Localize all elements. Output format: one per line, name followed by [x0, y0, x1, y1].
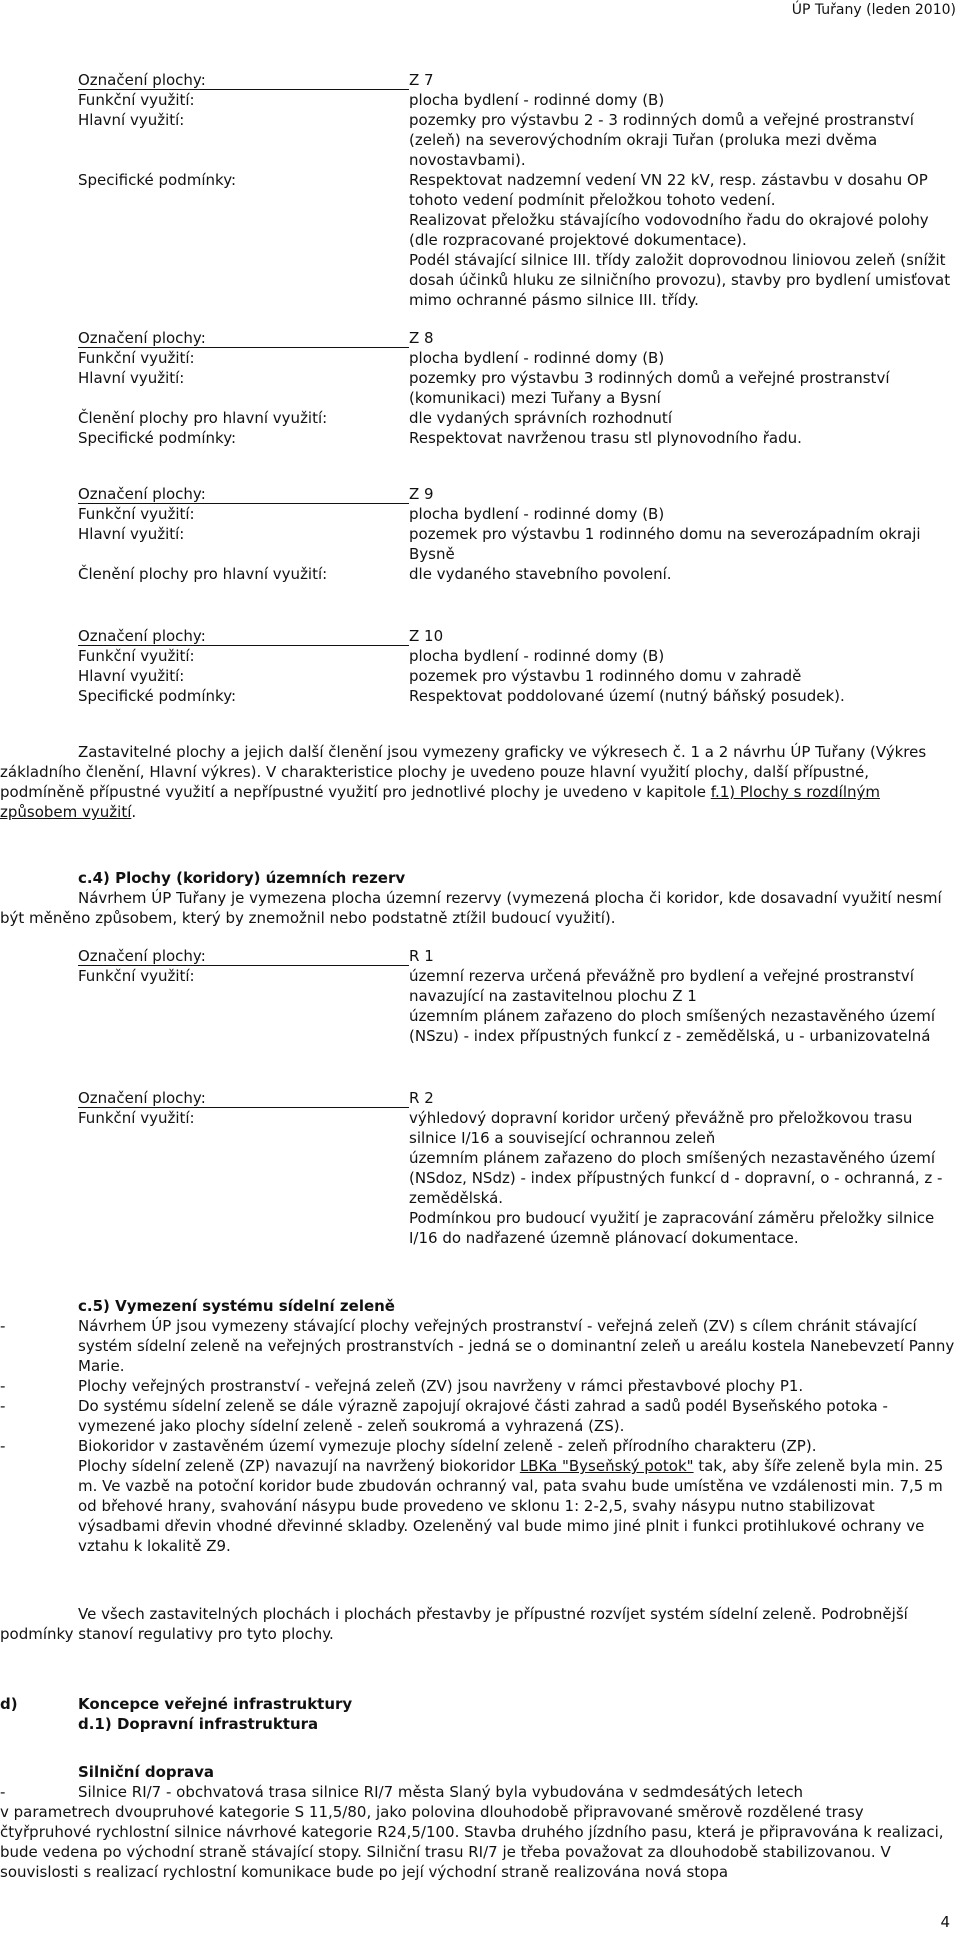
value: Z 9	[409, 485, 434, 503]
value: pozemek pro výstavbu 1 rodinného domu v zahradě	[409, 667, 802, 685]
label: Hlavní využití:	[78, 111, 185, 129]
label: Hlavní využití:	[78, 667, 185, 685]
subheading-text: Silniční doprava	[78, 1763, 215, 1781]
value: pozemky pro výstavbu 3 rodinných domů a veřejné prostranství (komunikaci) mezi Tuřany a Bysní	[409, 369, 890, 407]
value: R 1	[409, 947, 434, 965]
heading-text: Koncepce veřejné infrastruktury	[78, 1695, 353, 1713]
label: Specifické podmínky:	[78, 687, 237, 705]
label: Hlavní využití:	[78, 369, 185, 387]
section-heading-c5	[78, 1296, 956, 1316]
paragraph-text: Zastavitelné plochy a jejich další členění jsou vymezeny graficky ve výkresech č. 1 a 2 návrhu ÚP Tuřany (Výkres základního členění, Hlavní výkres). V charakteristice plochy je uvedeno pouze hlavní využití plochy, další přípustné, podmíněně přípustné využití a nepřípustné využití pro jednotlivé plochy je uvedeno v kapitole	[0, 743, 927, 801]
list-item	[0, 1436, 956, 1456]
bullet: -	[0, 1317, 6, 1335]
value: Z 10	[409, 627, 444, 645]
subheading-silnicni-doprava	[78, 1762, 956, 1782]
label: Funkční využití:	[78, 647, 195, 665]
running-header: ÚP Tuřany (leden 2010)	[791, 2, 956, 18]
plocha-z8	[78, 328, 956, 448]
zp-paragraph	[0, 1456, 956, 1556]
item-text: Biokoridor v zastavěném území vymezuje plochy sídelní zeleně - zeleň přírodního charakteru (ZP).	[78, 1437, 817, 1455]
subheading: d.1) Dopravní infrastruktura	[78, 1715, 319, 1733]
heading-text: c.5) Vymezení systému sídelní zeleně	[78, 1297, 395, 1315]
plocha-z10	[78, 626, 956, 706]
value: pozemek pro výstavbu 1 rodinného domu na severozápadním okraji Bysně	[409, 525, 921, 563]
label: Funkční využití:	[78, 91, 195, 109]
value-line: Podmínkou pro budoucí využití je zapracování záměru přeložky silnice I/16 do nadřazené územně plánovací dokumentace.	[409, 1209, 935, 1247]
plocha-z7	[78, 70, 956, 310]
continuation: v parametrech dvoupruhové kategorie S 11,5/80, jako polovina dlouhodobě připravované směrově rozdělené trasy čtyřpruhové rychlostní silnice návrhové kategorie R24,5/100. Stavba druhého jízdního pasu, která je připravována k realizaci, bude vedena po východní straně stávající stopy. Silniční trasu RI/7 je třeba považovat za dlouhodobě stabilizovanou. V souvislosti s realizací rychlostní komunikace bude po její východní straně realizována nová stopa	[0, 1803, 944, 1881]
value: pozemky pro výstavbu 2 - 3 rodinných domů a veřejné prostranství (zeleň) na severovýchodním okraji Tuřan (proluka mezi dvěma novostavbami).	[409, 111, 914, 169]
paragraph-zastavitelne-plochy	[0, 742, 956, 822]
value: plocha bydlení - rodinné domy (B)	[409, 349, 665, 367]
paragraph-c5-closing: Ve všech zastavitelných plochách i plochách přestavby je přípustné rozvíjet systém sídelní zeleně. Podrobnější podmínky stanoví regulativy pro tyto plochy.	[0, 1605, 908, 1643]
value: dle vydaných správních rozhodnutí	[409, 409, 672, 427]
label: Označení plochy:	[78, 329, 206, 347]
period: .	[131, 803, 137, 821]
label: Členění plochy pro hlavní využití:	[78, 565, 328, 583]
list-item	[0, 1376, 956, 1396]
label: Označení plochy:	[78, 627, 206, 645]
value: Realizovat přeložku stávajícího vodovodního řadu do okrajové polohy (dle rozpracované projektové dokumentace).	[409, 211, 929, 249]
value: Respektovat navrženou trasu stl plynovodního řadu.	[409, 429, 802, 447]
value: plocha bydlení - rodinné domy (B)	[409, 91, 665, 109]
reserve-r1	[78, 946, 956, 1046]
bullet: -	[0, 1397, 6, 1415]
label: Funkční využití:	[78, 349, 195, 367]
text: tak, aby šíře zeleně byla min. 25 m. Ve vazbě na potoční koridor bude zbudován ochranný val, pata svahu bude umístěna ve vzdálenosti min. 7,5 m od břehové hrany, svahování násypu bude provedeno ve sklonu 1: 2-2,5, svahy násypu nutno stabilizovat výsadbami dřevin vhodné dřevinné skladby. Ozeleněný val bude mimo jiné plnit i funkci protihlukové ochrany ve vztahu k lokalitě Z9.	[78, 1457, 944, 1555]
first-line: Silnice RI/7 - obchvatová trasa silnice RI/7 města Slaný byla vybudována v sedmdesátých letech	[78, 1783, 804, 1801]
value: Z 8	[409, 329, 434, 347]
section-heading-c4	[78, 868, 956, 888]
label: Označení plochy:	[78, 485, 206, 503]
biokoridor-link[interactable]: LBKa "Byseňský potok"	[519, 1457, 694, 1475]
item-text: Plochy veřejných prostranství - veřejná zeleň (ZV) jsou navrženy v rámci přestavbové plochy P1.	[78, 1377, 804, 1395]
section-letter: d)	[0, 1695, 18, 1713]
list-c5	[0, 1316, 956, 1556]
item-text: Návrhem ÚP jsou vymezeny stávající plochy veřejných prostranství - veřejná zeleň (ZV) s cílem chránit stávající systém sídelní zeleně na veřejných prostranstvích - jedná se o dominantní zeleň u areálu kostela Nanebevzetí Panny Marie.	[78, 1317, 955, 1375]
label: Označení plochy:	[78, 71, 206, 89]
list-item	[0, 1316, 956, 1376]
value-line: výhledový dopravní koridor určený převážně pro přeložkovou trasu silnice I/16 a související ochrannou zeleň	[409, 1109, 913, 1147]
section-heading-d	[0, 1694, 956, 1734]
plocha-z9	[78, 484, 956, 584]
value: Z 7	[409, 71, 434, 89]
value: R 2	[409, 1089, 434, 1107]
paragraph-silnice	[0, 1782, 956, 1882]
value: Respektovat nadzemní vedení VN 22 kV, resp. zástavbu v dosahu OP tohoto vedení podmínit přeložkou tohoto vedení.	[409, 171, 928, 209]
value-line: územní rezerva určená převážně pro bydlení a veřejné prostranství navazující na zastavitelnou plochu Z 1	[409, 967, 914, 1005]
label: Funkční využití:	[78, 967, 195, 985]
label: Označení plochy:	[78, 1089, 206, 1107]
bullet: -	[0, 1377, 6, 1395]
bullet: -	[0, 1437, 6, 1455]
label: Funkční využití:	[78, 1109, 195, 1127]
value: Podél stávající silnice III. třídy založit doprovodnou liniovou zeleň (snížit dosah účinků hluku ze silničního provozu), stavby pro bydlení umisťovat mimo ochranné pásmo silnice III. třídy.	[409, 251, 951, 309]
value-line: územním plánem zařazeno do ploch smíšených nezastavěného území (NSdoz, NSdz) - index přípustných funkcí d - dopravní, o - ochranná, z - zemědělská.	[409, 1149, 943, 1207]
label	[78, 210, 409, 250]
label: Specifické podmínky:	[78, 429, 237, 447]
paragraph-c4-intro: Návrhem ÚP Tuřany je vymezena plocha územní rezervy (vymezená plocha či koridor, kde dosavadní využití nesmí být měněno způsobem, který by znemožnil nebo podstatně ztížil budoucí využití).	[0, 889, 942, 927]
item-text: Do systému sídelní zeleně se dále výrazně zapojují okrajové části zahrad a sadů podél Byseňského potoka - vymezené jako plochy sídelní zeleně - zeleň soukromá a vyhrazená (ZS).	[78, 1397, 888, 1435]
label: Členění plochy pro hlavní využití:	[78, 409, 328, 427]
value: dle vydaného stavebního povolení.	[409, 565, 672, 583]
value: plocha bydlení - rodinné domy (B)	[409, 647, 665, 665]
label: Specifické podmínky:	[78, 171, 237, 189]
heading-text: c.4) Plochy (koridory) územních rezerv	[78, 869, 406, 887]
value: Respektovat poddolované území (nutný báňský posudek).	[409, 687, 845, 705]
chapter-link[interactable]: f.1) Plochy s rozdílným způsobem využití	[0, 783, 880, 821]
list-item	[0, 1396, 956, 1436]
value-line: územním plánem zařazeno do ploch smíšených nezastavěného území (NSzu) - index přípustných funkcí z - zemědělská, u - urbanizovatelná	[409, 1007, 936, 1045]
label: Označení plochy:	[78, 947, 206, 965]
label: Funkční využití:	[78, 505, 195, 523]
value: plocha bydlení - rodinné domy (B)	[409, 505, 665, 523]
label	[78, 250, 409, 310]
page-number: 4	[940, 1913, 950, 1931]
reserve-r2	[78, 1088, 956, 1248]
bullet: -	[0, 1783, 6, 1801]
label: Hlavní využití:	[78, 525, 185, 543]
text: Plochy sídelní zeleně (ZP) navazují na navržený biokoridor	[78, 1457, 520, 1475]
